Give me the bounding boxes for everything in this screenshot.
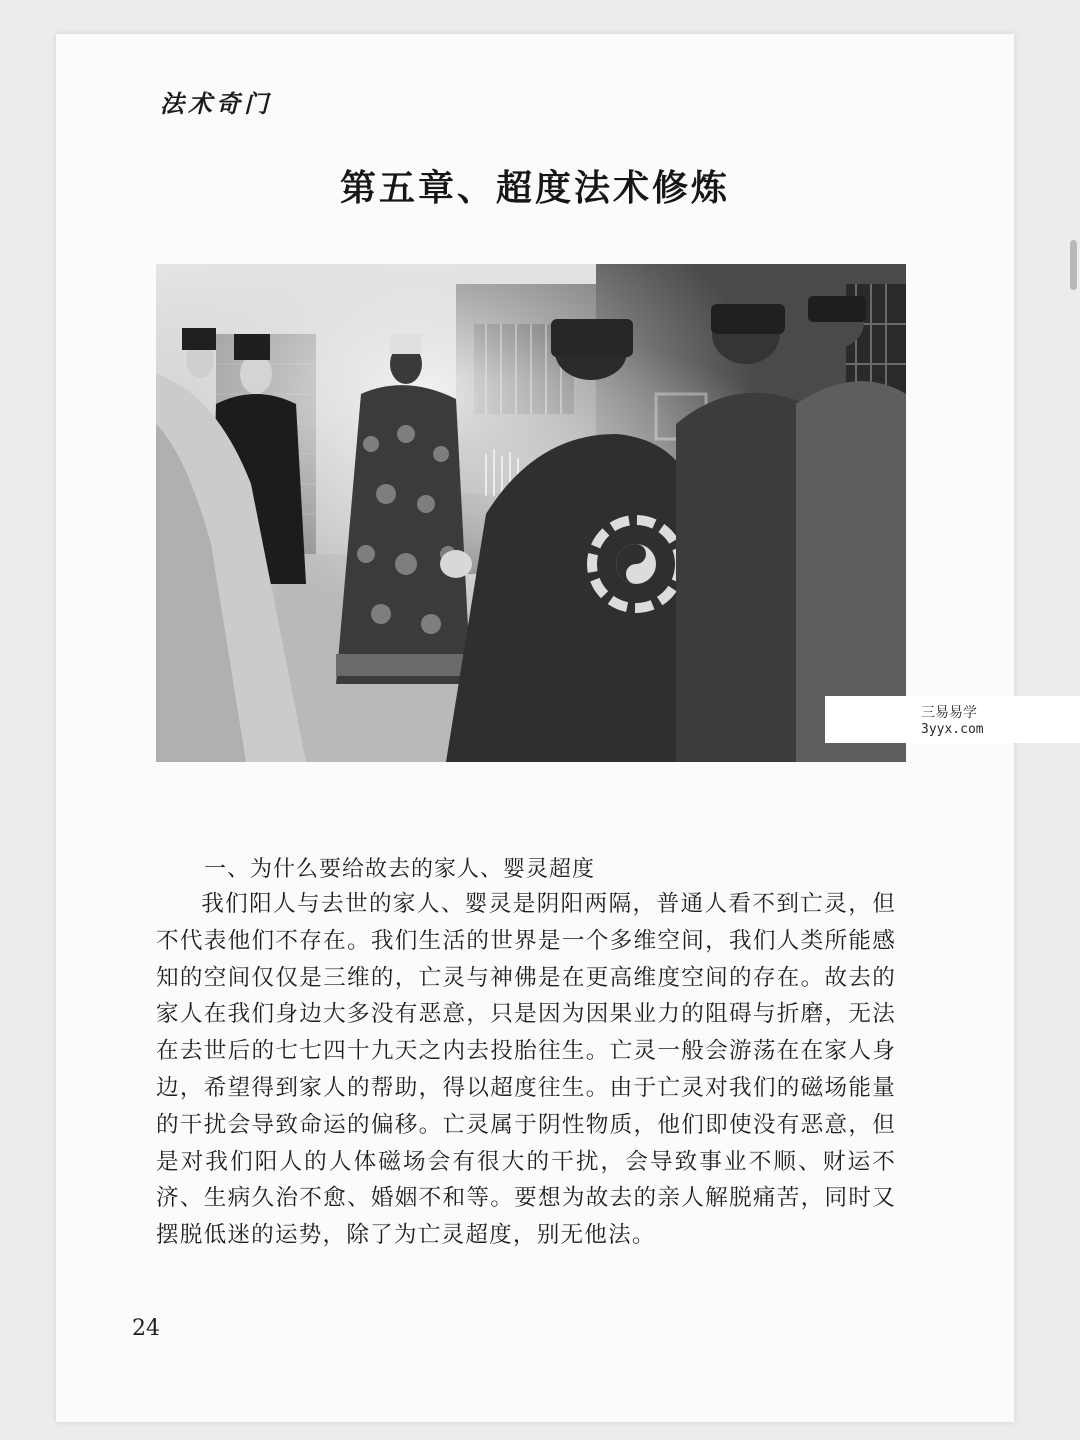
chapter-title: 第五章、超度法术修炼 <box>339 167 730 209</box>
section-heading: 一、为什么要给故去的家人、婴灵超度 <box>204 857 596 882</box>
scrollbar-thumb[interactable] <box>1070 240 1077 290</box>
ritual-photo <box>156 264 906 762</box>
running-header: 法术奇门 <box>160 89 272 118</box>
body-paragraph: 我们阳人与去世的家人、婴灵是阴阳两隔，普通人看不到亡灵，但不代表他们不存在。我们生活的世界是一个多维空间，我们人类所能感知的空间仅仅是三维的，亡灵与神佛是在更高维度空间的存在。故去的家人在我们身边大多没有恶意，只是因为因果业力的阻碍与折磨，无法在去世后的七七四十九天之内去投胎往生。亡灵一般会游荡在在家人身边，希望得到家人的帮助，得以超度往生。由于亡灵对我们的磁场能量的干扰会导致命运的偏移。亡灵属于阴性物质，他们即使没有恶意，但是对我们阳人的人体磁场会有很大的干扰，会导致事业不顺、财运不济、生病久治不愈、婚姻不和等。要想为故去的亲人解脱痛苦，同时又摆脱低迷的运势，除了为亡灵超度，别无他法。 <box>156 891 896 1249</box>
watermark-badge <box>825 696 1080 743</box>
watermark-name: 三易易学 <box>921 705 977 721</box>
watermark-url: 3yyx.com <box>921 722 984 737</box>
page-number: 24 <box>132 1316 160 1341</box>
